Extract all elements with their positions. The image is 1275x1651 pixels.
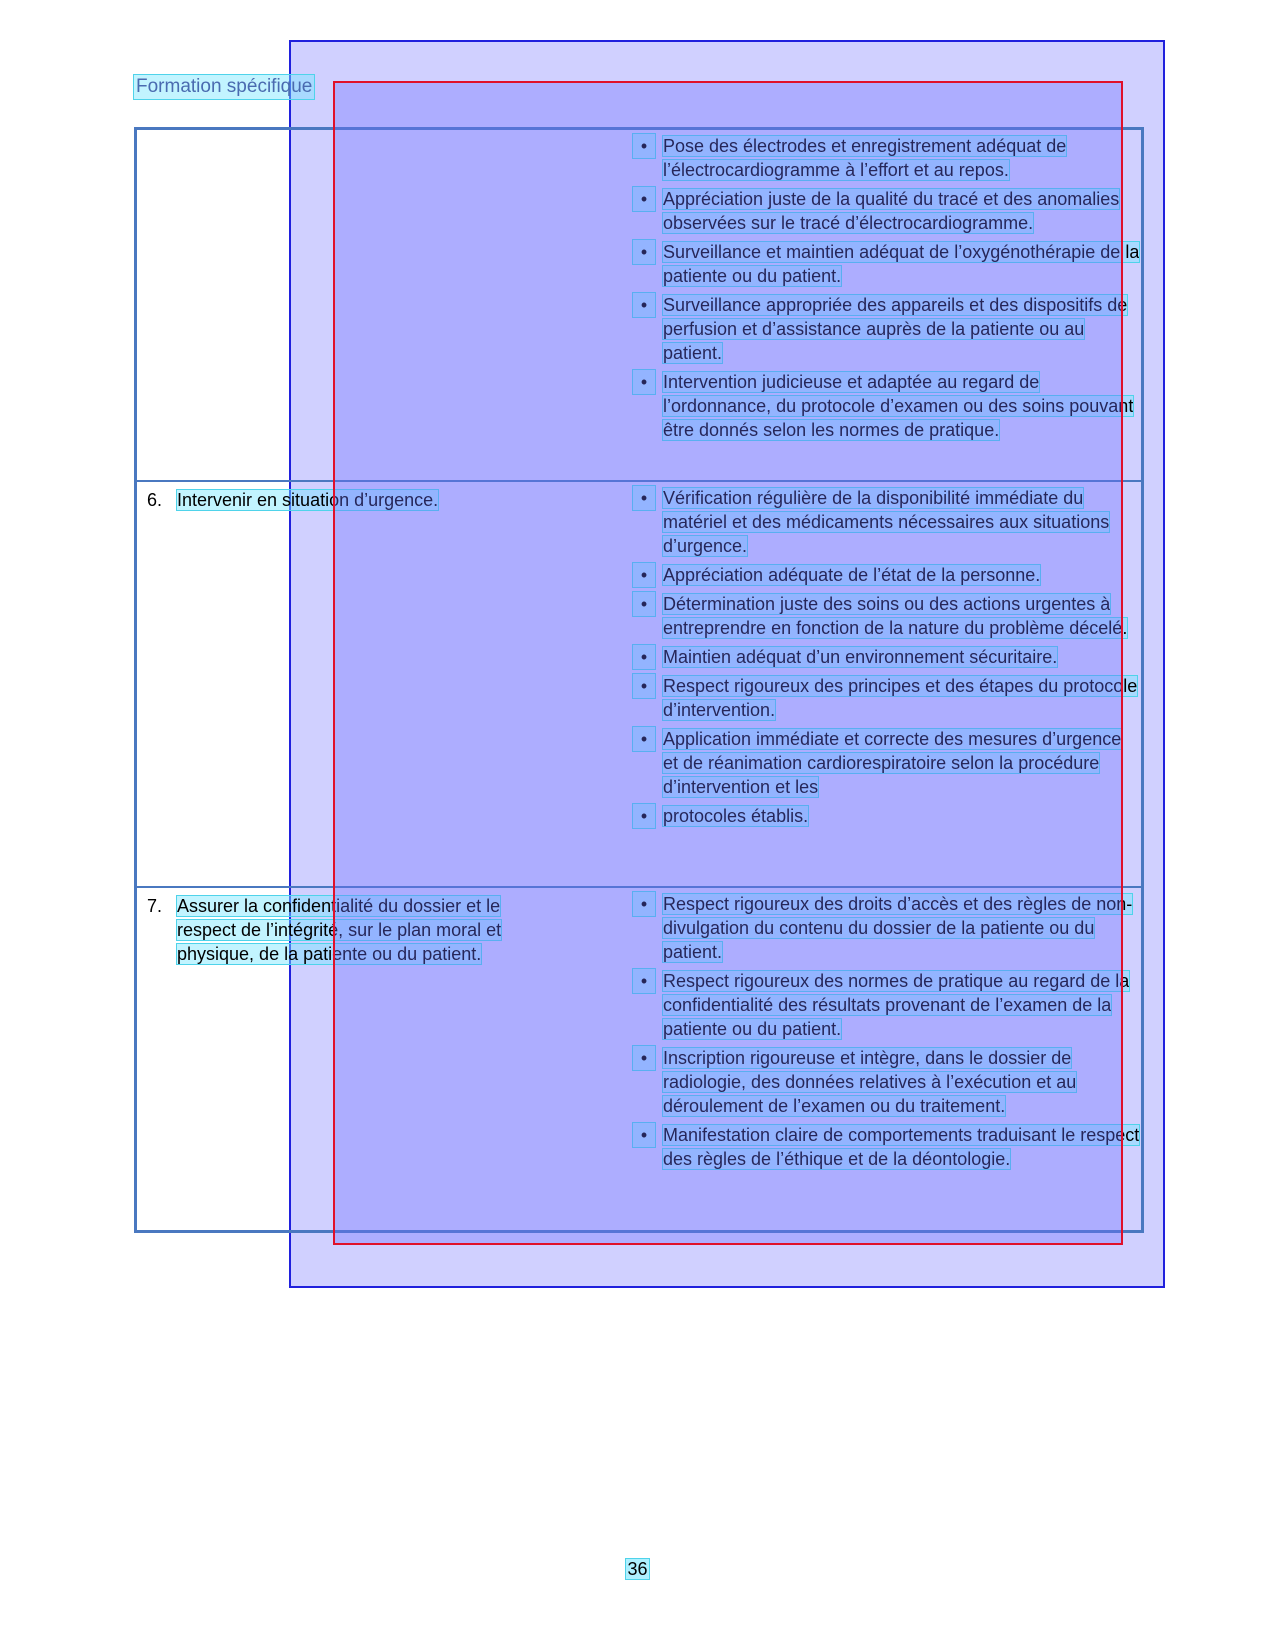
criterion-item: • Respect rigoureux des normes de pratique au regard de la confidentialité des résultats provenant de l’examen de la patiente ou du patient. (631, 969, 1141, 1041)
bullet-icon: • (633, 486, 655, 510)
criterion-item: • Inscription rigoureuse et intègre, dans le dossier de radiologie, des données relatives à l’exécution et au déroulement de l’examen ou du traitement. (631, 1046, 1141, 1118)
criterion-item: • Surveillance appropriée des appareils et des dispositifs de perfusion et d’assistance auprès de la patiente ou au patient. (631, 293, 1141, 365)
bullet-icon: • (633, 727, 655, 751)
bullet-icon: • (633, 892, 655, 916)
criterion-item: • Détermination juste des soins ou des actions urgentes à entreprendre en fonction de la nature du problème décelé. (631, 592, 1141, 640)
criterion-item: • Surveillance et maintien adéquat de l’oxygénothérapie de la patiente ou du patient. (631, 240, 1141, 288)
bullet-icon: • (633, 1046, 655, 1070)
criterion-item: • Intervention judicieuse et adaptée au regard de l’ordonnance, du protocole d’examen ou des soins pouvant être donnés selon les normes de pratique. (631, 370, 1141, 442)
bullet-icon: • (633, 293, 655, 317)
criterion-item: • protocoles établis. (631, 804, 1141, 828)
bullet-icon: • (633, 187, 655, 211)
bullet-icon: • (633, 370, 655, 394)
criterion-item: • Pose des électrodes et enregistrement adéquat de l’électrocardiogramme à l’effort et au repos. (631, 134, 1141, 182)
criterion-item: • Application immédiate et correcte des mesures d’urgence et de réanimation cardiorespiratoire selon la procédure d’intervention et les (631, 727, 1141, 799)
criterion-item: • Appréciation adéquate de l’état de la personne. (631, 563, 1141, 587)
bullet-icon: • (633, 969, 655, 993)
criterion-item: • Respect rigoureux des principes et des étapes du protocole d’intervention. (631, 674, 1141, 722)
page-number: 36 (627, 1559, 648, 1579)
criterion-item: • Maintien adéquat d’un environnement sécuritaire. (631, 645, 1141, 669)
bullet-icon: • (633, 592, 655, 616)
element-number: 6. (147, 489, 163, 510)
criterion-item: • Respect rigoureux des droits d’accès et des règles de non-divulgation du contenu du dossier de la patiente ou du patient. (631, 892, 1141, 964)
element-number: 7. (147, 895, 163, 916)
bullet-icon: • (633, 1123, 655, 1147)
annotation-inner-box (333, 81, 1123, 1245)
section-title: Formation spécifique (136, 76, 313, 97)
bullet-icon: • (633, 134, 655, 158)
bullet-icon: • (633, 674, 655, 698)
bullet-icon: • (633, 804, 655, 828)
criterion-item: • Appréciation juste de la qualité du tracé et des anomalies observées sur le tracé d’électrocardiogramme. (631, 187, 1141, 235)
criterion-item: • Manifestation claire de comportements traduisant le respect des règles de l’éthique et de la déontologie. (631, 1123, 1141, 1171)
bullet-icon: • (633, 240, 655, 264)
element-text: Assurer la confidentialité du dossier et le respect de l’intégrité, sur le plan moral et physique, de la patiente ou du patient. (177, 895, 502, 964)
bullet-icon: • (633, 645, 655, 669)
element-text: Intervenir en situation d’urgence. (177, 489, 439, 510)
bullet-icon: • (633, 563, 655, 587)
criterion-item: • Vérification régulière de la disponibilité immédiate du matériel et des médicaments nécessaires aux situations d’urgence. (631, 486, 1141, 558)
